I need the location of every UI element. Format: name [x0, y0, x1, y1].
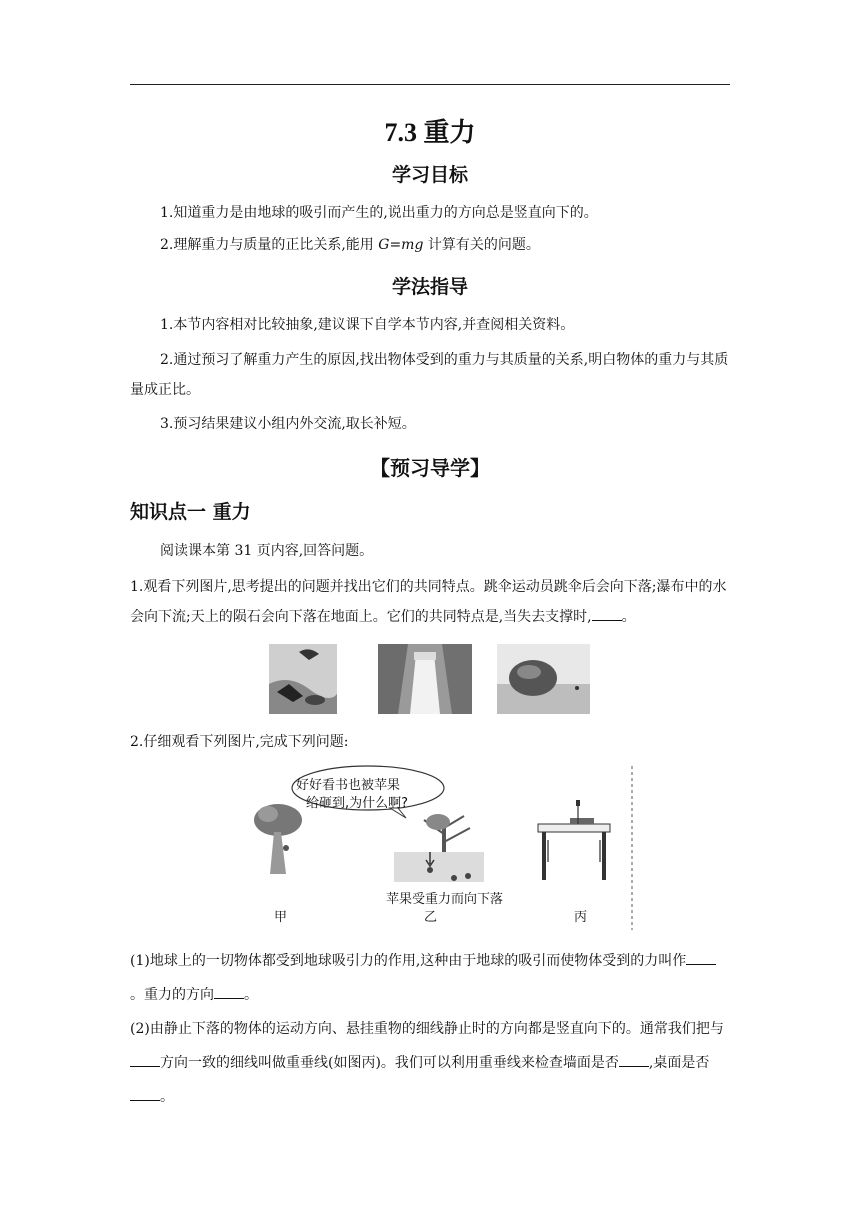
label-bing: 丙 [574, 910, 588, 925]
answer-blank[interactable] [592, 606, 622, 621]
part-1-text: (1)地球上的一切物体都受到地球吸引力的作用,这种由于地球的吸引而使物体受到的力叫作 [130, 953, 687, 969]
answer-blank[interactable] [686, 950, 716, 965]
bubble-line-2: 给砸到,为什么啊? [306, 796, 409, 811]
method-item-1: 1.本节内容相对比较抽象,建议课下自学本节内容,并查阅相关资料。 [160, 317, 575, 333]
answer-blank[interactable] [214, 984, 244, 999]
question-1-end: 。 [621, 609, 636, 625]
knowledge-point-heading: 知识点一 重力 [130, 501, 251, 523]
answer-blank[interactable] [619, 1052, 649, 1067]
goal-item-2 [130, 233, 730, 257]
answer-blank[interactable] [130, 1052, 160, 1067]
label-jia: 甲 [274, 910, 288, 925]
goals-heading: 学习目标 [391, 164, 468, 186]
method-heading: 学法指导 [391, 276, 468, 298]
goal-item-1: 1.知道重力是由地球的吸引而产生的,说出重力的方向总是竖直向下的。 [160, 205, 598, 221]
intro-text: 阅读课本第 31 页内容,回答问题。 [160, 543, 374, 559]
part-2-text: (2)由静止下落的物体的运动方向、悬挂重物的细线静止时的方向都是竖直向下的。通常我们把与 [130, 1021, 724, 1037]
part-2-mid2: ,桌面是否 [648, 1055, 710, 1071]
page-title: 7.3 重力 [384, 118, 476, 147]
figure-caption: 苹果受重力而向下落 [386, 892, 504, 907]
waterfall-photo [378, 644, 472, 714]
gravity-figure [248, 762, 648, 932]
label-yi: 乙 [424, 910, 438, 925]
part-2 [130, 1012, 730, 1114]
meteorite-photo [497, 644, 590, 714]
header-rule [130, 84, 730, 85]
answer-blank[interactable] [130, 1086, 160, 1101]
part-2-end: 。 [160, 1089, 174, 1105]
part-1-mid: 。重力的方向 [130, 987, 214, 1003]
goal-item-2-text: 2.理解重力与质量的正比关系,能用 [160, 237, 374, 253]
bubble-line-1: 好好看书也被苹果 [296, 778, 401, 793]
parachutist-photo [269, 644, 337, 714]
preview-heading: 【预习导学】 [370, 456, 490, 480]
question-1-text: 1.观看下列图片,思考提出的问题并找出它们的共同特点。跳伞运动员跳伞后会向下落;瀑布中的水会向下流;天上的陨石会向下落在地面上。它们的共同特点是,当失去支撑时, [130, 579, 727, 625]
question-2: 2.仔细观看下列图片,完成下列问题: [130, 734, 349, 750]
part-1-end: 。 [244, 987, 258, 1003]
method-item-3: 3.预习结果建议小组内外交流,取长补短。 [160, 416, 416, 432]
part-1 [130, 944, 730, 1012]
goal-item-2-end: 计算有关的问题。 [427, 237, 540, 253]
part-2-mid: 方向一致的细线叫做重垂线(如图丙)。我们可以利用重垂线来检查墙面是否 [160, 1055, 619, 1071]
method-item-2: 2.通过预习了解重力产生的原因,找出物体受到的重力与其质量的关系,明白物体的重力与其质量成正比。 [130, 352, 729, 398]
question-1 [130, 572, 730, 632]
formula: G=mg [378, 237, 424, 253]
